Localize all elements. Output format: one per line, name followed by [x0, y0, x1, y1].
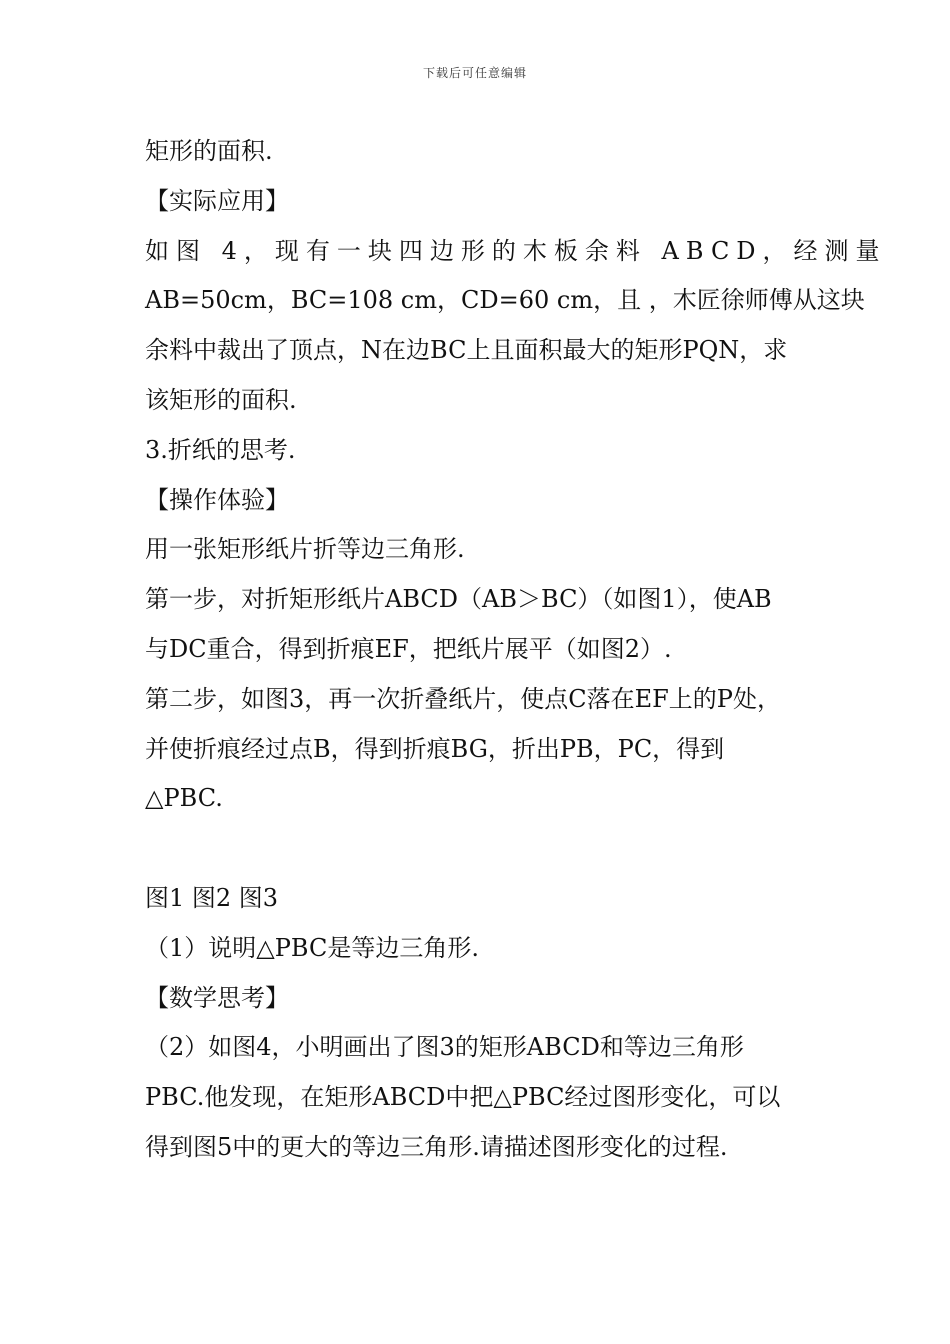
question-1: （1）说明△PBC是等边三角形.	[145, 933, 479, 962]
text-line-1: 矩形的面积.	[145, 137, 273, 165]
text-line-3: 如图 4，现有一块四边形的木板余料 ABCD，经测量	[145, 236, 887, 265]
question-2-line-2: PBC.他发现，在矩形ABCD中把△PBC经过图形变化，可以	[145, 1083, 781, 1112]
text-line-5: 余料中裁出了顶点，N在边BC上且面积最大的矩形PQN，求	[145, 336, 788, 365]
text-line-14: △PBC.	[145, 784, 223, 813]
question-2-line-1: （2）如图4，小明画出了图3的矩形ABCD和等边三角形	[145, 1033, 744, 1062]
text-line-9: 用一张矩形纸片折等边三角形.	[145, 535, 465, 564]
figure-captions: 图1 图2 图3	[145, 883, 279, 912]
blank-line	[145, 824, 815, 874]
text-line-11: 与DC重合，得到折痕EF，把纸片展平（如图2）.	[145, 634, 672, 663]
section-heading-practical-application: 【实际应用】	[145, 186, 289, 215]
text-line-6: 该矩形的面积.	[145, 385, 297, 414]
page-header-note: 下载后可任意编辑	[422, 66, 527, 80]
text-line-13: 并使折痕经过点B，得到折痕BG，折出PB，PC，得到	[145, 734, 725, 763]
text-line-4: AB=50cm，BC=108 cm，CD=60 cm，且 ，木匠徐师傅从这块	[145, 286, 865, 315]
section-heading-operation-experience: 【操作体验】	[145, 485, 289, 514]
section-title-folding: 3.折纸的思考.	[145, 435, 296, 464]
section-heading-math-thinking: 【数学思考】	[145, 983, 289, 1012]
text-line-12: 第二步，如图3，再一次折叠纸片，使点C落在EF上的P处，	[145, 684, 781, 713]
document-body	[145, 127, 887, 1173]
text-line-10: 第一步，对折矩形纸片ABCD（AB＞BC）（如图1），使AB	[145, 585, 772, 614]
question-2-line-3: 得到图5中的更大的等边三角形.请描述图形变化的过程.	[145, 1132, 728, 1161]
